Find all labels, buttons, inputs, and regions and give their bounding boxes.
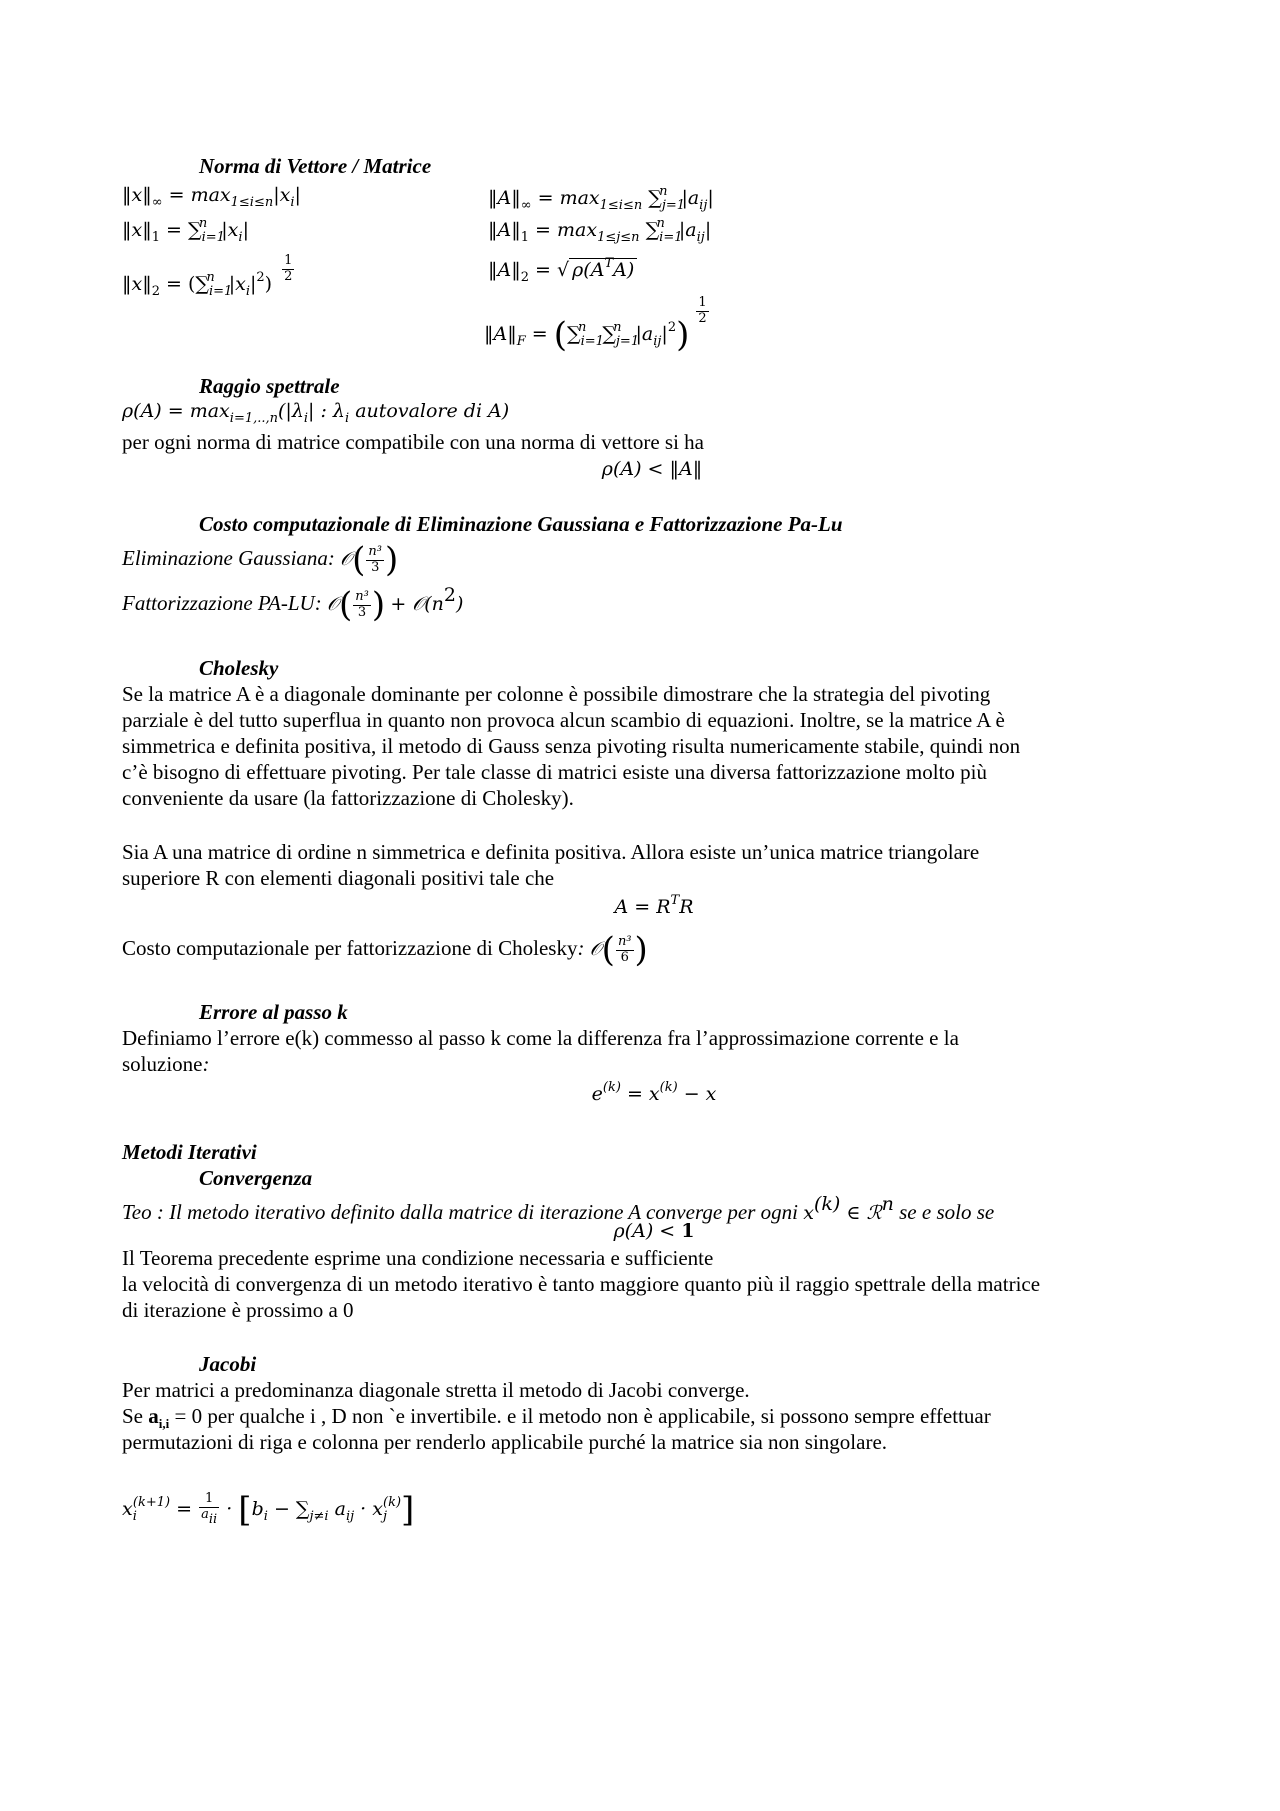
vector-one-norm-end: | [242,219,249,241]
error-line2-text: soluzione [122,1052,203,1076]
spectral-text: per ogni norma di matrice compatibile con una norma di vettore si ha [122,430,704,454]
norms-heading: Norma di Vettore / Matrice [199,154,432,178]
jacobi-f-den-sub: ii [208,1512,218,1527]
cholesky-cost-num: n³ [617,933,632,949]
cost-palu-square: 2 [443,584,457,606]
matrix-inf-norm-max-sub: 1≤i≤n [599,198,643,213]
error-eq-k1: (k) [602,1080,621,1095]
spectral-def-mid2: | : λ [308,400,345,422]
matrix-one-norm-sum-sub: i=1 [659,230,683,245]
cholesky-eq-r: R [679,896,694,918]
jacobi-f-k2: (k) [383,1495,402,1510]
jacobi-line3: permutazioni di riga e colonna per renderlo applicabile purché la matrice sia non singolare. [122,1430,888,1454]
frob-norm-lhs: ‖A‖ [484,322,517,345]
teo-x: x [803,1202,814,1224]
vector-one-norm-sum-sup: n [198,216,208,231]
cost-gauss-label: Eliminazione Gaussiana: [122,546,341,570]
jacobi-f-k1: (k+1) [132,1495,171,1510]
matrix-frobenius-norm: $‖A‖_F = (\sum_{i=1}^n$ $\sum_{j=1}^n$ $|a_{ij}|^2$) $\frac{1}{2}$ [484,295,707,355]
cost-palu-close: ) [456,593,464,615]
vector-inf-norm: $‖x‖_\infty = \max_{1\le i\le n}|x_i|$ [122,184,301,210]
cholesky-p1-line: conveniente da usare (la fattorizzazione di Cholesky). [122,786,574,810]
vector-two-norm-open: (∑ [188,272,209,295]
vector-inf-norm-max-sub: 1≤i≤n [230,195,274,210]
matrix-one-norm: $‖A‖_1 = \max_{1\le j\le n} \sum_{i=1}^n$ $|a_{ij}|$ [488,216,712,245]
matrix-inf-norm-max: max [559,187,600,209]
teo-in: ∈ ℛ [840,1202,882,1224]
cholesky-cost-label: Costo computazionale per fattorizzazione di Cholesky [122,936,578,960]
matrix-one-norm-tail: |a [678,219,697,241]
cholesky-p1-line: c’è bisogno di effettuare pivoting. Per tale classe di matrici esiste una diversa fattorizzazione molto più [122,760,987,784]
frob-norm-tail: |a [635,322,654,345]
vector-one-norm-i: i [238,230,243,245]
cost-palu-den: 3 [357,604,367,620]
jacobi-f-minus: − ∑ [267,1498,310,1520]
cholesky-p1-line: parziale è del tutto superflua in quanto non provoca alcun scambio di equazioni. Inoltre, se la matrice A è [122,708,1005,732]
jacobi-line2-sub: i,i [158,1416,170,1431]
cholesky-p1-line: Se la matrice A è a diagonale dominante per colonne è possibile dimostrare che la strategia del pivoting [122,682,991,706]
matrix-two-norm-sub: 2 [520,270,530,285]
iterative-line: di iterazione è prossimo a 0 [122,1298,354,1322]
frob-norm-ij: ij [653,333,662,349]
matrix-inf-norm-tail: |a [681,187,700,209]
error-eq-mid: = x [620,1083,660,1105]
spectral-def-i: i [303,411,309,426]
error-line2-colon: : [202,1052,210,1076]
vector-one-norm-sub: 1 [151,230,160,245]
cholesky-cost-open: ( [601,930,615,970]
jacobi-f-bi: i [263,1509,268,1524]
teo-n: n [881,1193,894,1215]
cholesky-cost [122,930,648,971]
spectral-def-i2: i [344,411,350,426]
vector-inf-norm-sub: ∞ [151,195,163,210]
teo-text: Teo : Il metodo iterativo definito dalla matrice di iterazione A converge per ogni [122,1200,804,1224]
jacobi-f-ij: ij [345,1509,355,1524]
vector-one-norm-sum-sub: i=1 [201,230,225,245]
cost-gauss [122,540,398,581]
matrix-inf-norm-end: | [707,187,714,209]
jacobi-f-b: b [251,1498,264,1520]
cost-palu-close-paren: ) [371,585,386,625]
cholesky-cost-colon: : [577,936,585,960]
cholesky-p2-line: superiore R con elementi diagonali positivi tale che [122,866,555,890]
jacobi-f-dot: · [220,1498,239,1520]
vector-inf-norm-max: max [190,184,231,206]
jacobi-f-close: ] [401,1490,415,1530]
matrix-one-norm-max: max [557,219,598,241]
frob-norm-open: ( [553,314,568,355]
cholesky-p1-line: simmetrica e definita positiva, il metodo di Gauss senza pivoting risulta numericamente stabile, quindi non [122,734,1021,758]
iterative-heading: Metodi Iterativi [122,1140,257,1164]
frob-norm-square: 2 [667,319,677,335]
condition-lhs: ρ(A) < [613,1220,682,1242]
teo-k: (k) [813,1193,841,1215]
jacobi-f-open: [ [238,1490,252,1530]
vector-two-norm-i: i [245,283,250,299]
cholesky-eq-transpose: T [670,893,680,908]
vector-two-norm-end: | [249,272,257,295]
vector-one-norm-tail: |x [221,219,239,241]
vector-one-norm-sum: ∑ [188,219,202,241]
matrix-two-norm-lhs: ‖A‖ [488,259,521,281]
matrix-one-norm-sum-sup: n [656,216,665,231]
cholesky-cost-fraction [616,935,634,966]
jacobi-line2-a: a [148,1404,159,1428]
vector-two-norm-close: ) [264,272,273,295]
jacobi-line2 [122,1404,991,1432]
vector-inf-norm-lhs: ‖x‖ [122,184,152,206]
matrix-inf-norm-sum-sub: j=1 [661,198,686,213]
frob-norm-sum1: ∑ [567,322,581,345]
teo-tail: se e solo se [893,1200,995,1224]
jacobi-line2-post: = 0 per qualche i , D non `e invertibile. e il metodo non è applicabile, si possono sempre effettuar [169,1404,991,1428]
matrix-two-norm: $‖A‖_2$ = √ $\rho(A^TA)$ [488,256,637,286]
jacobi-f-j: j [382,1509,388,1524]
jacobi-formula [122,1490,414,1531]
jacobi-f-num: 1 [199,1492,219,1508]
cost-gauss-close: ) [385,540,399,580]
sqrt-icon: √ [557,259,570,281]
matrix-one-norm-sub: 1 [520,230,530,245]
vector-inf-norm-tail: |x [273,184,291,206]
vector-inf-norm-i: i [290,195,295,210]
frob-norm-sum1-sub: i=1 [580,333,604,349]
matrix-inf-norm-sub: ∞ [520,198,532,213]
vector-two-norm-sum-sub: i=1 [208,283,233,299]
matrix-two-norm-radicand [569,258,637,281]
cost-gauss-open: ( [352,540,366,580]
matrix-one-norm-lhs: ‖A‖ [488,219,521,241]
cholesky-cost-close: ) [634,930,648,970]
jacobi-f-den: a [201,1507,209,1522]
cost-palu-open: ( [338,585,353,625]
vector-two-norm-sum-sup: n [206,269,215,285]
jacobi-f-eq: = [170,1498,199,1520]
vector-two-norm-exponent [282,254,294,285]
iterative-line: la velocità di convergenza di un metodo iterativo è tanto maggiore quanto più il raggio spettrale della matrice [122,1272,1041,1296]
cost-palu-tail: + 𝒪(n [390,593,444,615]
matrix-inf-norm: $‖A‖_\infty = \max_{1\le i\le n} \sum_{j=1}^n$ $|a_{ij}|$ [488,184,714,213]
vector-two-norm-exp-num: 1 [284,253,293,268]
cost-palu-num: n³ [355,588,369,604]
spectral-def-sub: i=1,..,n [229,411,279,426]
matrix-one-norm-sum: ∑ [645,219,660,241]
frob-norm-end: | [661,322,668,345]
cost-palu-o: 𝒪 [326,593,339,615]
jacobi-f-a: a [328,1498,346,1520]
frob-norm-exp-den: 2 [698,310,707,326]
matrix-inf-norm-lhs: ‖A‖ [488,187,521,209]
cost-gauss-num: n³ [368,543,383,559]
frob-norm-close: ) [676,314,690,355]
jacobi-line2-pre: Se [122,1404,149,1428]
cholesky-p2-line: Sia A una matrice di ordine n simmetrica e definita positiva. Allora esiste un’unica matrice triangolare [122,840,980,864]
vector-inf-norm-end: | [294,184,301,206]
matrix-two-norm-rho: ρ(A [572,259,605,281]
error-line2 [122,1052,209,1077]
vector-two-norm-tail: |x [228,272,246,295]
matrix-one-norm-end: | [704,219,712,241]
vector-two-norm-square: 2 [256,269,265,285]
cholesky-cost-o: 𝒪 [589,938,602,960]
frob-norm-sub: F [516,333,526,349]
frob-norm-sum2: ∑ [602,322,616,345]
cholesky-heading: Cholesky [199,656,279,680]
error-heading: Errore al passo k [199,1000,348,1024]
jacobi-f-i: i [132,1509,137,1524]
spectral-def-lhs: ρ(A) = max [122,400,230,422]
error-eq-tail: − x [677,1083,717,1105]
error-line1: Definiamo l’errore e(k) commesso al passo k come la differenza fra l’approssimazione corrente e la [122,1026,959,1050]
vector-one-norm-lhs: ‖x‖ [122,219,152,241]
jacobi-heading: Jacobi [199,1352,257,1376]
matrix-inf-norm-sum-sup: n [659,184,668,199]
cost-heading: Costo computazionale di Eliminazione Gaussiana e Fattorizzazione Pa-Lu [199,512,843,536]
cost-palu-label: Fattorizzazione PA-LU: [122,591,327,615]
error-eq-k2: (k) [659,1080,678,1095]
cholesky-eq-lhs: A = R [614,896,671,918]
vector-two-norm-lhs: ‖x‖ [122,272,152,295]
frob-norm-exp-num: 1 [698,295,707,310]
spectral-radius-definition [122,400,509,427]
cholesky-equation [0,893,1280,918]
matrix-one-norm-ij: ij [696,230,705,245]
vector-two-norm: $‖x‖_2 = (\sum_{i=1}^n$ $|x_i|^2$) $\frac{1}{2}$ [122,253,293,299]
error-equation [0,1080,1280,1105]
cost-gauss-den: 3 [371,559,380,575]
spectral-inequality: ρ(A) < ‖A‖ [601,458,703,480]
frob-norm-sum2-sup: n [613,319,622,335]
convergence-condition [0,1220,1280,1242]
vector-two-norm-exp-den: 2 [284,268,293,284]
vector-two-norm-sub: 2 [151,283,160,299]
cholesky-cost-den: 6 [620,949,629,965]
jacobi-line1: Per matrici a predominanza diagonale stretta il metodo di Jacobi converge. [122,1378,750,1402]
error-eq-e: e [591,1083,603,1105]
matrix-two-norm-transpose: T [604,256,614,271]
cost-gauss-o: 𝒪 [340,548,353,570]
matrix-inf-norm-ij: ij [699,198,708,213]
matrix-two-norm-a: A) [613,259,635,281]
matrix-one-norm-max-sub: 1≤j≤n [597,230,640,245]
jacobi-f-sum-sub: j≠i [309,1509,329,1524]
condition-one: 1 [681,1220,695,1242]
cost-palu [122,584,463,626]
spectral-heading: Raggio spettrale [199,374,340,398]
frob-norm-sum2-sub: j=1 [615,333,640,349]
cost-gauss-fraction [366,545,384,576]
convergence-heading: Convergenza [199,1166,313,1190]
jacobi-f-x: x [122,1498,133,1520]
vector-one-norm: $‖x‖_1 = \sum_{i=1}^n$ $|x_i|$ [122,216,249,245]
spectral-def-mid: (|λ [278,400,304,422]
frob-norm-exponent [696,296,708,327]
iterative-line: Il Teorema precedente esprime una condizione necessaria e sufficiente [122,1246,714,1270]
cost-palu-fraction [353,590,371,621]
jacobi-f-dot2: · x [354,1498,383,1520]
matrix-inf-norm-sum: ∑ [648,187,662,209]
jacobi-f-fraction [199,1492,219,1528]
frob-norm-sum1-sup: n [577,319,587,335]
spectral-def-tail: autovalore di A) [349,400,510,422]
